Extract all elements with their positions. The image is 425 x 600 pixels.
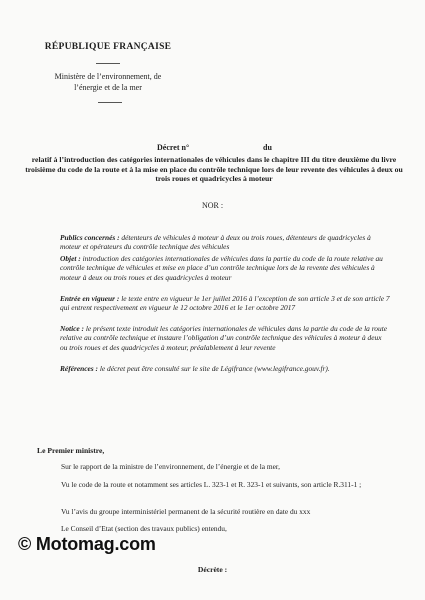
ministry-line-1: Ministère de l’environnement, de <box>54 72 162 81</box>
watermark: © Motomag.com <box>18 534 156 554</box>
block-text: détenteurs de véhicules à moteur à deux ou trois roues, détenteurs de quadricycles à moteur et opérateurs du contrôle technique des véhicules <box>60 233 371 252</box>
divider <box>98 102 122 103</box>
block-text: introduction des catégories internationales de véhicules dans la partie du code de la route relative au contrôle technique de véhicules et mise en place d’un contrôle technique lors de la revente des véhicules à moteur à deux ou trois roues et des quadricycles à moteur <box>60 254 383 282</box>
premier-ministre: Le Premier ministre, <box>37 446 105 455</box>
block-label: Entrée en vigueur : <box>60 294 120 303</box>
block-label: Publics concernés : <box>60 233 120 242</box>
block-label: Notice : <box>60 324 85 333</box>
divider <box>96 63 120 64</box>
notice-notice <box>60 324 390 352</box>
paragraph-rapport: Sur le rapport de la ministre de l’environnement, de l’énergie et de la mer, <box>61 462 280 471</box>
notice-publics <box>60 233 390 252</box>
notice-objet <box>60 254 390 282</box>
decree-label: Décret n° <box>157 143 190 152</box>
decree-title: relatif à l’introduction des catégories internationales de véhicules dans le chapitre III du titre deuxième du livre troisième du code de la route et à la mise en place du contrôle technique lors de leur revente des véhicules à deux ou trois roues et quadricycles à moteur <box>25 155 403 184</box>
block-text: le présent texte introduit les catégories internationales de véhicules dans la partie du code de la route relative au contrôle technique et instaure l’obligation d’un contrôle technique des véhicules à moteur à deux ou trois roues et des quadricycles à moteur, préalablement à leur revente <box>60 324 388 352</box>
notice-entree-en-vigueur <box>60 294 390 313</box>
block-text: le texte entre en vigueur le 1er juillet 2016 à l’exception de son article 3 et de son article 7 qui entrent respectivement en vigueur le 12 octobre 2016 et le 1er octobre 2017 <box>60 294 390 313</box>
paragraph-conseil-etat: Le Conseil d’Etat (section des travaux publics) entendu, <box>61 524 227 533</box>
block-label: Objet : <box>60 254 81 263</box>
paragraph-code-route: Vu le code de la route et notamment ses articles L. 323-1 et R. 323-1 et suivants, son article R.311-1 ; <box>61 480 362 489</box>
decree-date-label: du <box>263 143 272 152</box>
paragraph-avis: Vu l’avis du groupe interministériel permanent de la sécurité routière en date du xxx <box>61 507 311 516</box>
block-text: le décret peut être consulté sur le site de Légifrance (www.legifrance.gouv.fr). <box>97 364 330 373</box>
nor-reference: NOR : <box>201 201 224 210</box>
decrete-heading: Décrète : <box>197 565 228 574</box>
block-label: Références : <box>60 364 98 373</box>
ministry-line-2: l’énergie et de la mer <box>74 82 142 92</box>
notice-references <box>60 364 390 373</box>
ministry-name <box>20 72 196 93</box>
republic-heading: RÉPUBLIQUE FRANÇAISE <box>44 42 172 52</box>
